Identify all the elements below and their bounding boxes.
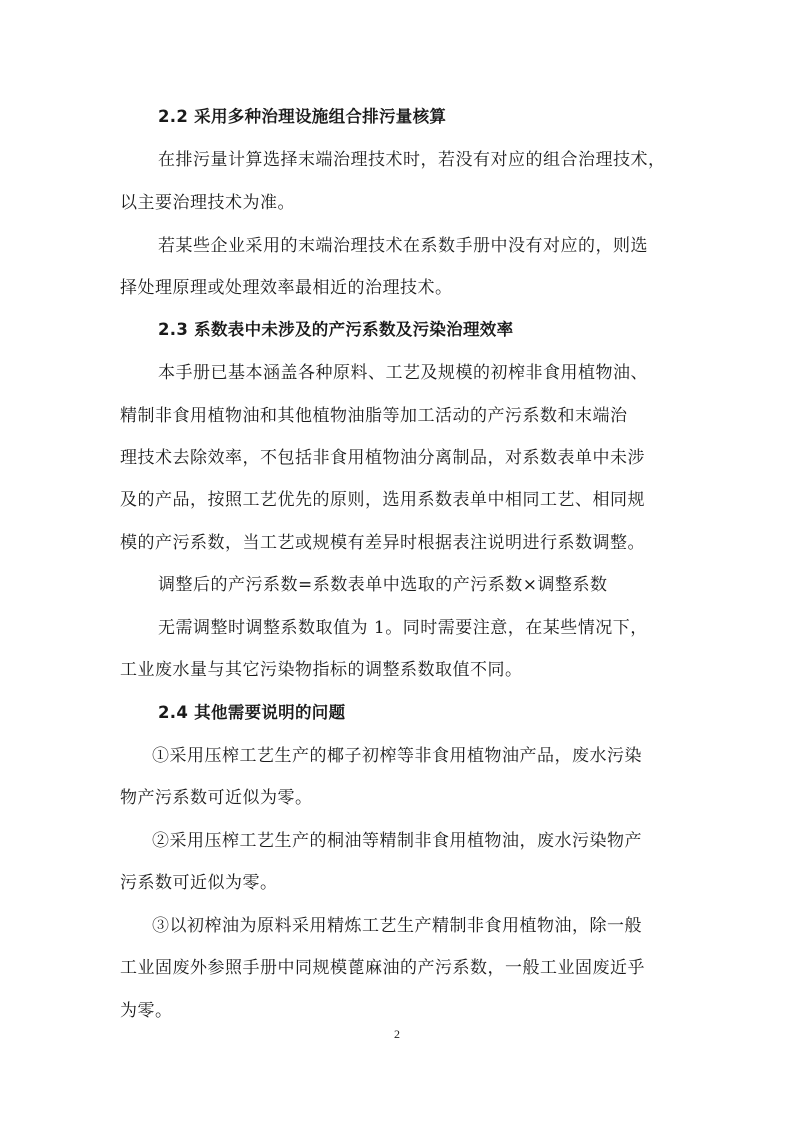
list-item-line: ②采用压榨工艺生产的桐油等精制非食用植物油，废水污染物产 (152, 831, 642, 851)
section-heading-2-2: 2.2 采用多种治理设施组合排污量核算 (158, 107, 447, 126)
list-item-line: 污系数可近似为零。 (120, 873, 278, 893)
formula-line: 调整后的产污系数=系数表单中选取的产污系数×调整系数 (158, 575, 608, 595)
paragraph-line: 无需调整时调整系数取值为 1。同时需要注意，在某些情况下， (158, 618, 648, 638)
list-item-line: ③以初榨油为原料采用精炼工艺生产精制非食用植物油，除一般 (152, 916, 642, 936)
paragraph-line: 及的产品，按照工艺优先的原则，选用系数表单中相同工艺、相同规 (120, 490, 645, 510)
section-heading-2-4: 2.4 其他需要说明的问题 (158, 703, 346, 722)
paragraph-line: 在排污量计算选择末端治理技术时，若没有对应的组合治理技术， (158, 150, 666, 170)
paragraph-line: 模的产污系数，当工艺或规模有差异时根据表注说明进行系数调整。 (120, 533, 645, 553)
list-item-line: 物产污系数可近似为零。 (120, 788, 313, 808)
section-heading-2-3: 2.3 系数表中未涉及的产污系数及污染治理效率 (158, 320, 514, 339)
paragraph-line: 以主要治理技术为准。 (120, 193, 295, 213)
list-item-line: 工业固废外参照手册中同规模蓖麻油的产污系数，一般工业固废近乎 (120, 958, 645, 978)
paragraph-line: 理技术去除效率，不包括非食用植物油分离制品，对系数表单中未涉 (120, 448, 645, 468)
paragraph-line: 择处理原理或处理效率最相近的治理技术。 (120, 278, 453, 298)
paragraph-line: 本手册已基本涵盖各种原料、工艺及规模的初榨非食用植物油、 (158, 363, 648, 383)
paragraph-line: 工业废水量与其它污染物指标的调整系数取值不同。 (120, 660, 523, 680)
list-item-line: ①采用压榨工艺生产的椰子初榨等非食用植物油产品，废水污染 (152, 746, 642, 766)
paragraph-line: 精制非食用植物油和其他植物油脂等加工活动的产污系数和末端治 (120, 406, 628, 426)
list-item-line: 为零。 (120, 1001, 173, 1021)
page-number: 2 (394, 1027, 400, 1041)
paragraph-line: 若某些企业采用的末端治理技术在系数手册中没有对应的，则选 (158, 236, 648, 256)
